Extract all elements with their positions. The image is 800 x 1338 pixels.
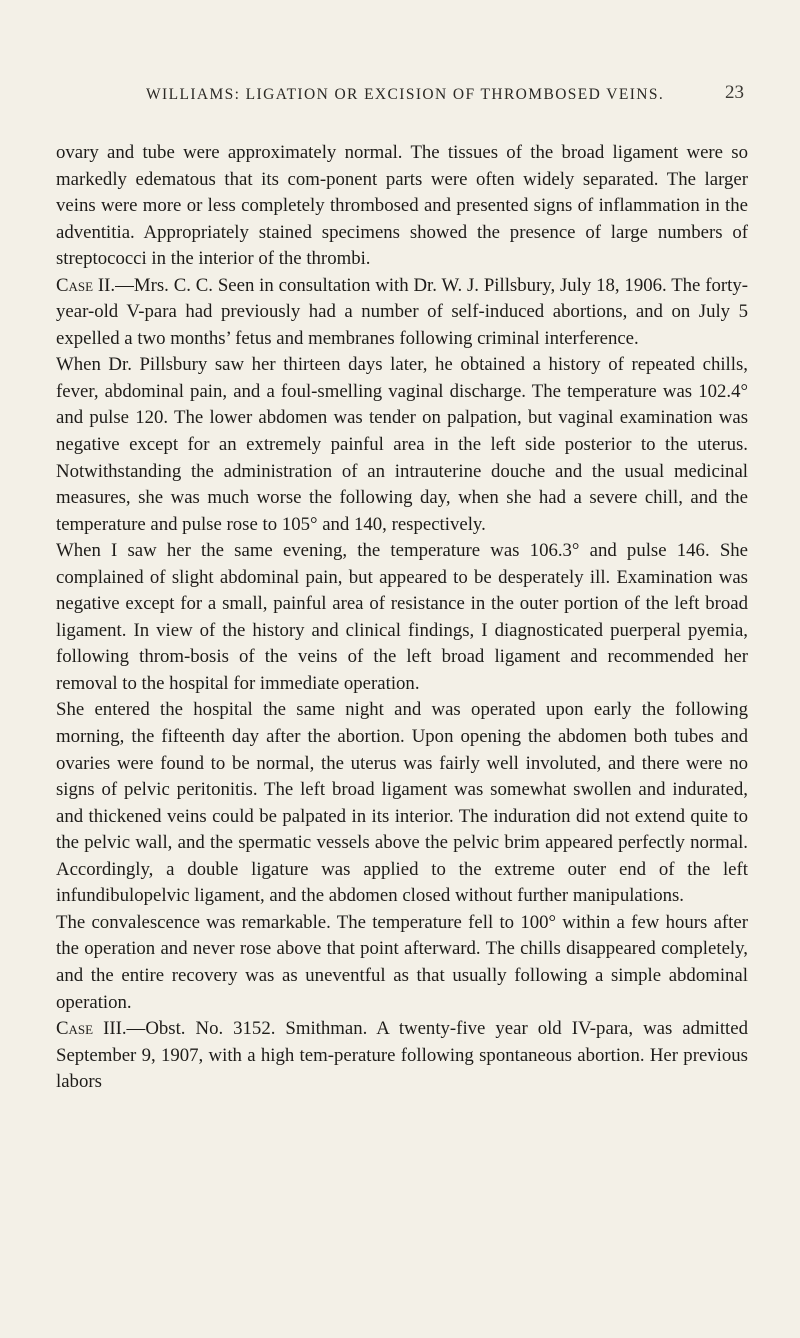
running-title: WILLIAMS: LIGATION OR EXCISION OF THROMBOSED VEINS. — [146, 86, 665, 103]
paragraph-text: When Dr. Pillsbury saw her thirteen days later, he obtained a history of repeated chills, fever, abdominal pain, and a foul-smelling vaginal discharge. The temperature was 102.4° and pulse 120. The lower abdomen was tender on palpation, but vaginal examination was negative except for an extremely painful area in the left side posterior to the uterus. Notwithstanding the administration of an intrauterine douche and the usual medicinal measures, she was much worse the following day, when she had a severe chill, and the temperature and pulse rose to 105° and 140, respectively. — [56, 354, 748, 535]
paragraph-case-iii-intro — [56, 1016, 748, 1096]
page-number: 23 — [725, 82, 744, 103]
paragraph-ovary-findings — [56, 140, 748, 273]
paragraph-text: ovary and tube were approximately normal. The tissues of the broad ligament were so markedly edematous that its com-ponent parts were often widely separated. The larger veins were more or less completely thrombosed and presented signs of inflammation in the adventitia. Appropriately stained specimens showed the presence of large numbers of streptococci in the interior of the thrombi. — [56, 142, 748, 270]
paragraph-text: —Obst. No. 3152. Smithman. A twenty-five year old IV-para, was admitted September 9, 1907, with a high tem-perature following spontaneous abortion. Her previous labors — [56, 1018, 748, 1093]
paragraph-pillsbury-visit — [56, 352, 748, 538]
paragraph-operation — [56, 697, 748, 909]
paragraph-text: She entered the hospital the same night and was operated upon early the following morning, the fifteenth day after the abortion. Upon opening the abdomen both tubes and ovaries were found to be normal, the uterus was fairly well involuted, and there were no signs of pelvic peritonitis. The left broad ligament was somewhat swollen and indurated, and thickened veins could be palpated in its interior. The induration did not extend quite to the pelvic wall, and the spermatic vessels above the pelvic brim appeared perfectly normal. Accordingly, a double ligature was applied to the extreme outer end of the left infundibulopelvic ligament, and the abdomen closed without further manipulations. — [56, 699, 748, 907]
paragraph-convalescence — [56, 910, 748, 1016]
case-label: Case III. — [56, 1018, 127, 1040]
case-label: Case II. — [56, 274, 116, 296]
paragraph-evening-exam — [56, 538, 748, 697]
paragraph-case-ii-intro — [56, 273, 748, 353]
body-text — [56, 140, 748, 1096]
paragraph-text: When I saw her the same evening, the temperature was 106.3° and pulse 146. She complained of slight abdominal pain, but appeared to be desperately ill. Examination was negative except for a small, painful area of resistance in the outer portion of the left broad ligament. In view of the history and clinical findings, I diagnosticated puerperal pyemia, following throm-bosis of the veins of the left broad ligament and recommended her removal to the hospital for immediate operation. — [56, 540, 748, 694]
paragraph-text: The convalescence was remarkable. The temperature fell to 100° within a few hours after the operation and never rose above that point afterward. The chills disappeared completely, and the entire recovery was as uneventful as that usually following a simple abdominal operation. — [56, 911, 748, 1013]
paragraph-text: —Mrs. C. C. Seen in consultation with Dr. W. J. Pillsbury, July 18, 1906. The forty-year-old V-para had previously had a number of self-induced abortions, and on July 5 expelled a two months’ fetus and membranes following criminal interference. — [56, 274, 748, 349]
